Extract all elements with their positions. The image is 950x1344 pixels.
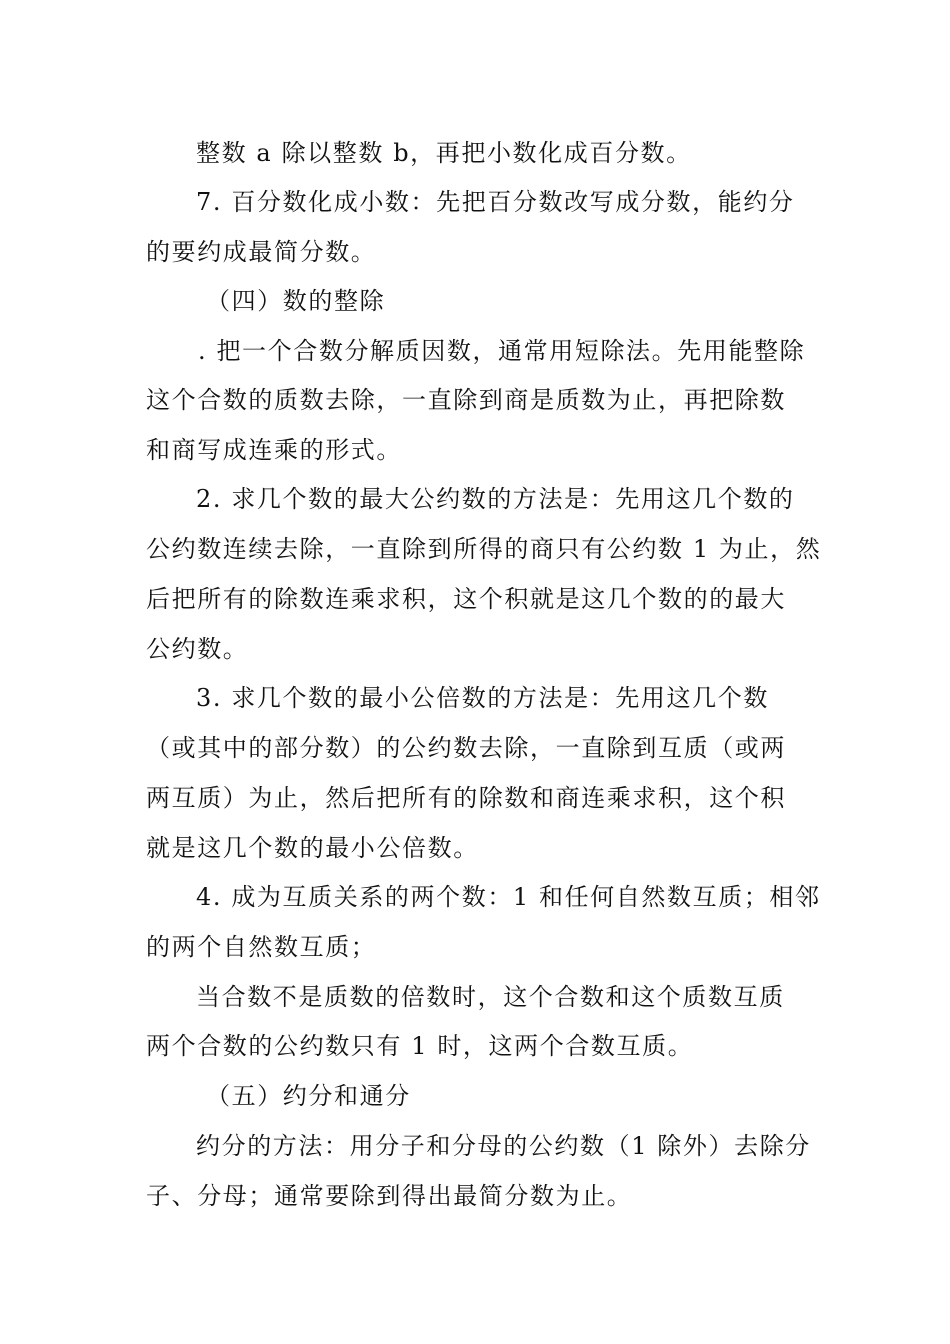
- text-line: 的要约成最简分数。: [146, 238, 377, 266]
- section-heading: （四）数的整除: [206, 287, 386, 315]
- text-line: 两互质）为止，然后把所有的除数和商连乘求积，这个积: [146, 784, 786, 812]
- text-line: 2. 求几个数的最大公约数的方法是：先用这几个数的: [196, 485, 795, 513]
- text-line: 公约数连续去除，一直除到所得的商只有公约数 1 为止，然: [146, 535, 822, 563]
- text-line: 后把所有的除数连乘求积，这个积就是这几个数的的最大: [146, 585, 786, 613]
- text-line: 7. 百分数化成小数：先把百分数改写成分数，能约分: [196, 188, 795, 216]
- text-line: 这个合数的质数去除，一直除到商是质数为止，再把除数: [146, 386, 786, 414]
- text-line: 3. 求几个数的最小公倍数的方法是：先用这几个数: [196, 684, 769, 712]
- text-line: （或其中的部分数）的公约数去除，一直除到互质（或两: [146, 734, 786, 762]
- text-line: 4. 成为互质关系的两个数：1 和任何自然数互质；相邻: [196, 883, 821, 911]
- text-line: 两个合数的公约数只有 1 时，这两个合数互质。: [146, 1032, 694, 1060]
- text-line: 就是这几个数的最小公倍数。: [146, 834, 479, 862]
- text-line: 的两个自然数互质；: [146, 933, 377, 961]
- text-line: 和商写成连乘的形式。: [146, 436, 402, 464]
- text-line: 整数 a 除以整数 b，再把小数化成百分数。: [196, 139, 692, 167]
- text-line: . 把一个合数分解质因数，通常用短除法。先用能整除: [198, 337, 806, 365]
- text-line: 约分的方法：用分子和分母的公约数（1 除外）去除分: [196, 1132, 811, 1160]
- text-line: 公约数。: [146, 635, 249, 663]
- text-line: 当合数不是质数的倍数时，这个合数和这个质数互质: [196, 983, 785, 1011]
- text-line: 子、分母；通常要除到得出最简分数为止。: [146, 1182, 633, 1210]
- section-heading: （五）约分和通分: [206, 1082, 411, 1110]
